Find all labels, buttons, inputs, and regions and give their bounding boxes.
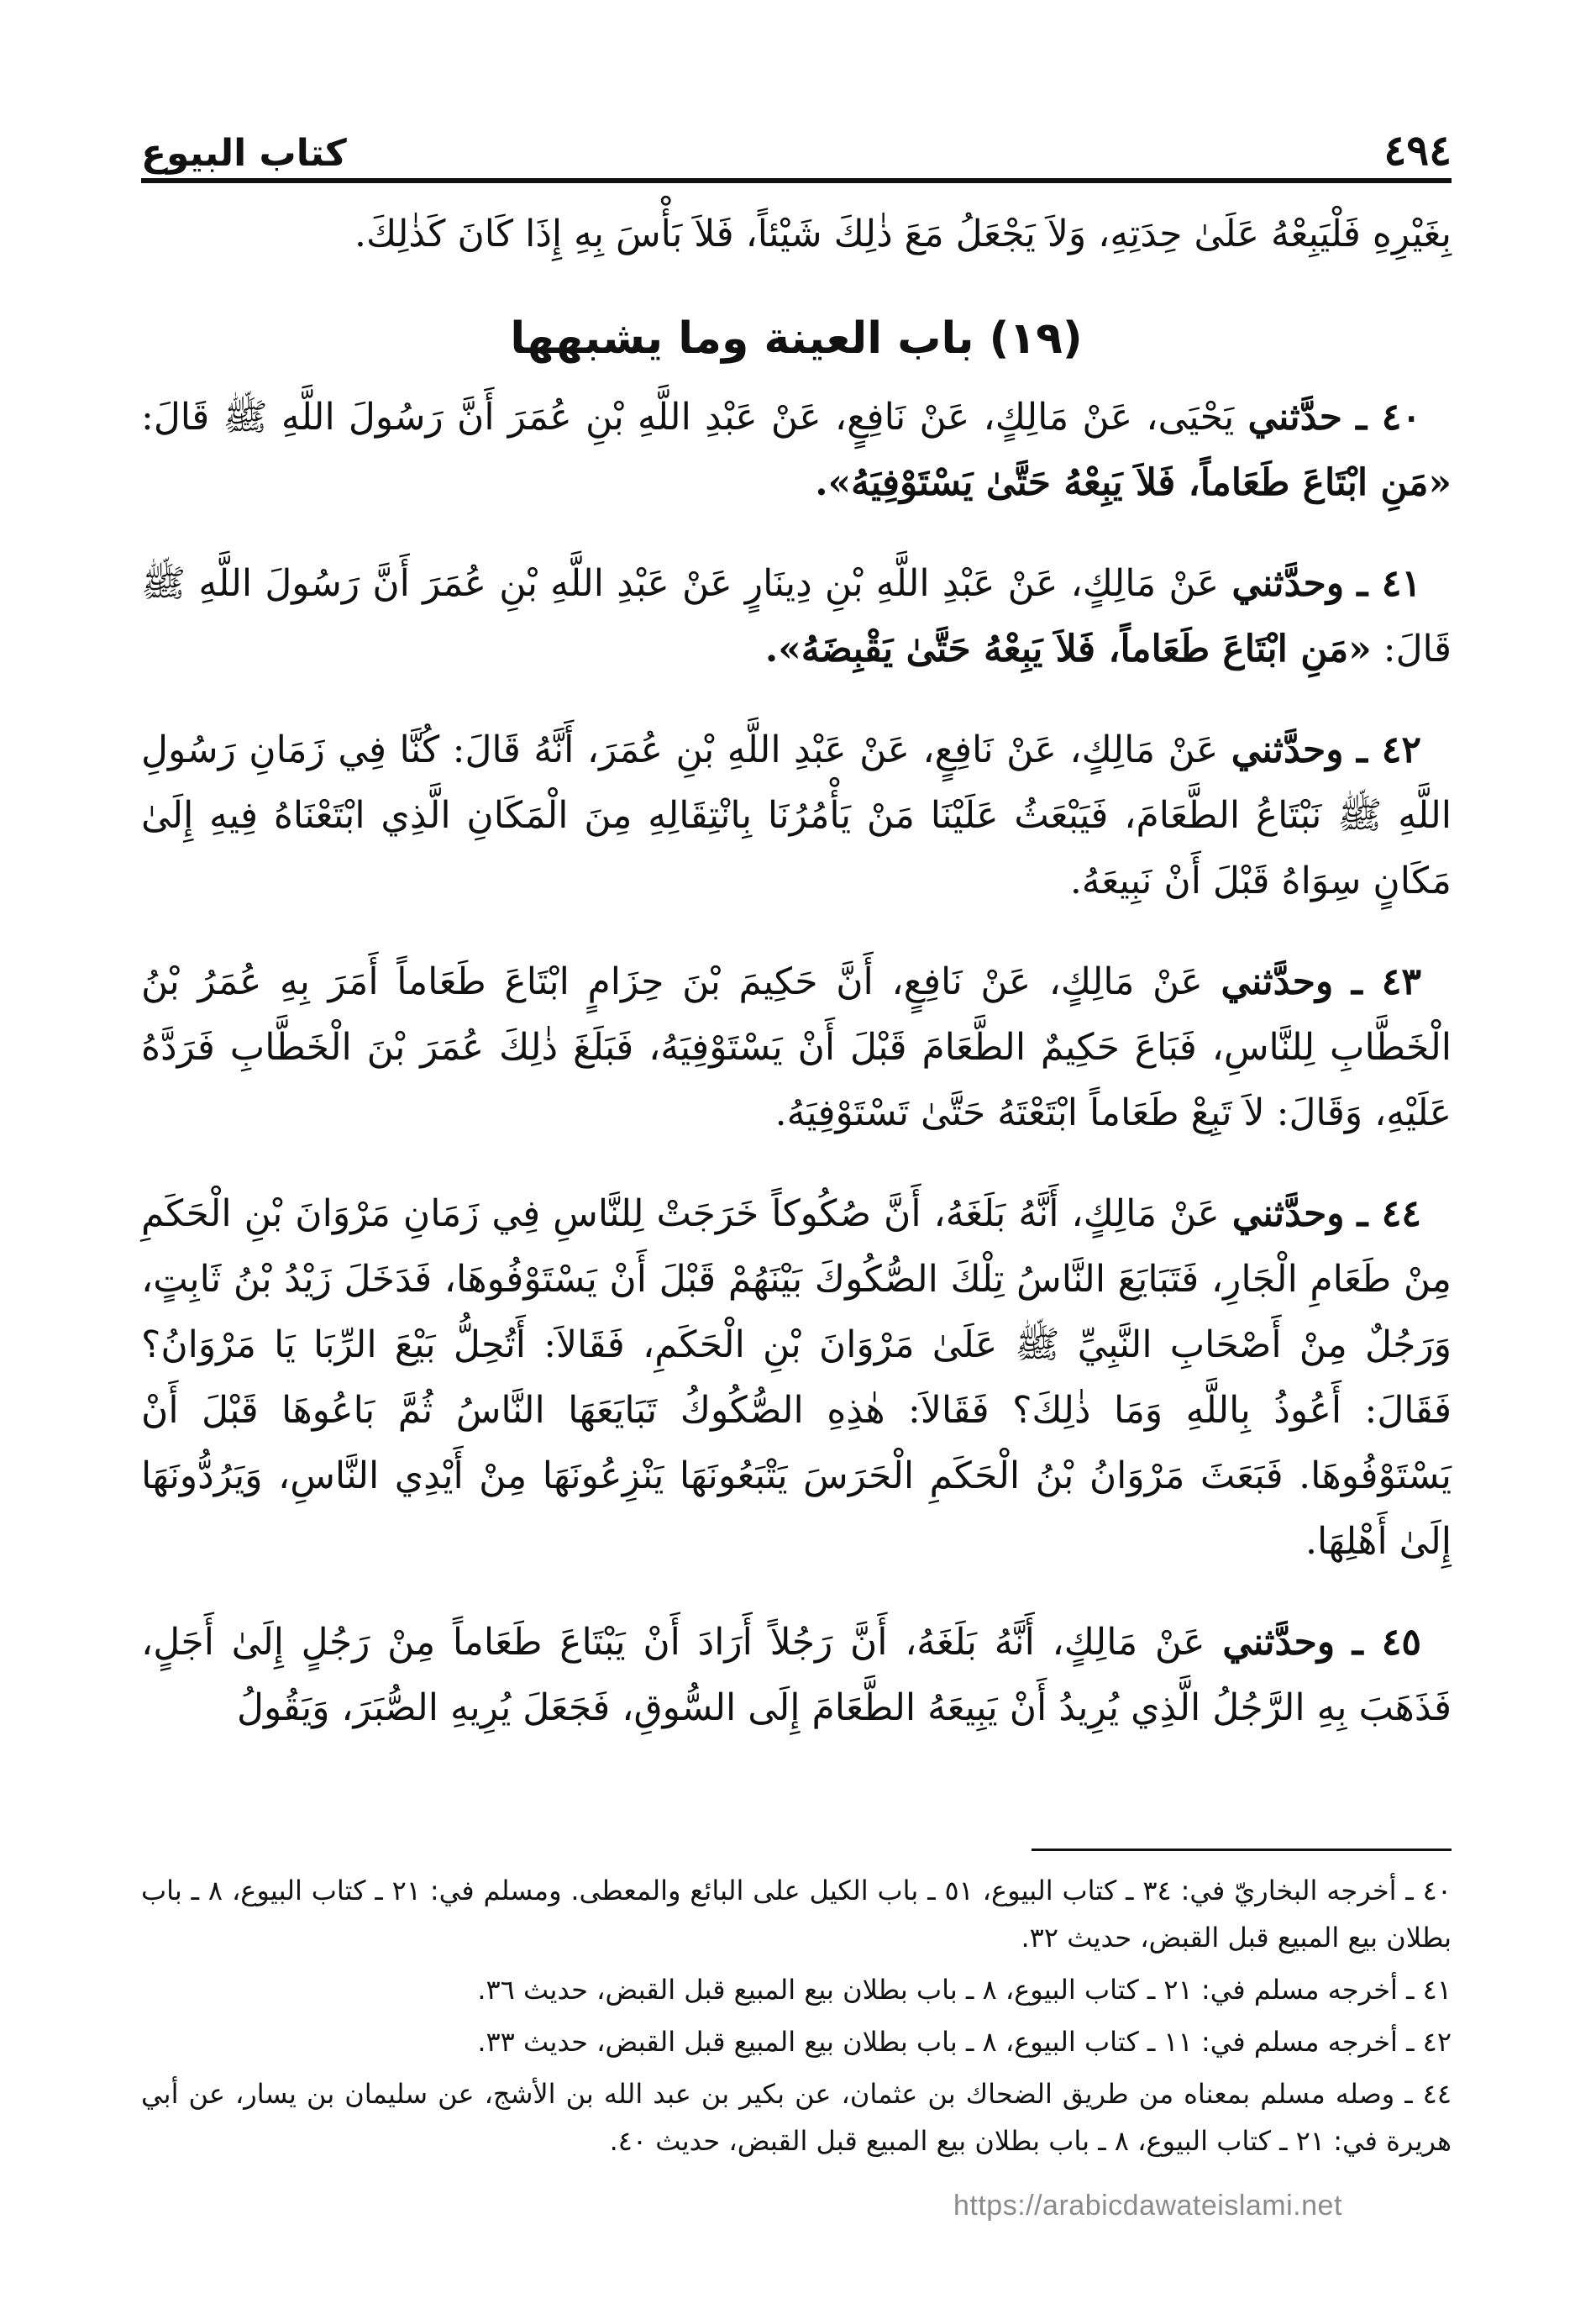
continuation-paragraph: بِغَيْرِهِ فَلْيَبِعْهُ عَلَىٰ حِدَتِهِ، وَلاَ يَجْعَلُ مَعَ ذٰلِكَ شَيْئاً، فَلاَ بَأْسَ بِهِ إِذَا كَانَ كَذٰلِكَ. (354, 213, 1452, 255)
page-number: ٤٩٤ (1383, 125, 1452, 175)
hadith-number: ٤٠ ـ (1356, 396, 1421, 439)
hadith-paragraph (141, 718, 1452, 914)
footnote: ٤٢ ـ أخرجه مسلم في: ١١ ـ كتاب البيوع، ٨ ـ باب بطلان بيع المبيع قبل القبض، حديث ٣٣. (477, 2026, 1452, 2058)
hadith-number: ٤١ ـ (1357, 562, 1421, 605)
hadith-text: عَنْ مَالِكٍ، أَنَّهُ بَلَغَهُ، أَنَّ رَجُلاً أَرَادَ أَنْ يَبْتَاعَ طَعَاماً مِنْ رَجُلٍ إِلَىٰ أَجَلٍ، فَذَهَبَ بِهِ الرَّجُلُ الَّذِي يُرِيدُ أَنْ يَبِيعَهُ الطَّعَامَ إِلَى السُّوقِ، فَجَعَلَ يُرِيهِ الصُّبَرَ، وَيَقُولُ (141, 1621, 1452, 1729)
footnote-rule (1032, 1849, 1452, 1851)
hadith-paragraph (141, 949, 1452, 1146)
running-title: كتاب البيوع (141, 132, 347, 175)
hadith-paragraph (141, 551, 1452, 682)
hadith-paragraph (141, 385, 1452, 516)
footnote: ٤١ ـ أخرجه مسلم في: ٢١ ـ كتاب البيوع، ٨ ـ باب بطلان بيع المبيع قبل القبض، حديث ٣٦. (477, 1974, 1452, 2006)
footnotes (141, 1867, 1452, 2169)
hadith-opener: وحدَّثني (1221, 960, 1334, 1003)
hadith-text: عَنْ مَالِكٍ، أَنَّهُ بَلَغَهُ، أَنَّ صُكُوكاً خَرَجَتْ لِلنَّاسِ فِي زَمَانِ مَرْوَانَ بْنِ الْحَكَمِ مِنْ طَعَامِ الْجَارِ، فَتَبَايَعَ النَّاسُ تِلْكَ الصُّكُوكَ بَيْنَهُمْ قَبْلَ أَنْ يَسْتَوْفُوهَا، فَدَخَلَ زَيْدُ بْنُ ثَابِتٍ، وَرَجُلٌ مِنْ أَصْحَابِ النَّبِيِّ ﷺ عَلَىٰ مَرْوَانَ بْنِ الْحَكَمِ، فَقَالاَ: أَتُحِلُّ بَيْعَ الرِّبَا يَا مَرْوَانُ؟ فَقَالَ: أَعُوذُ بِاللَّهِ وَمَا ذٰلِكَ؟ فَقَالاَ: هٰذِهِ الصُّكُوكُ تَبَايَعَهَا النَّاسُ ثُمَّ بَاعُوهَا قَبْلَ أَنْ يَسْتَوْفُوهَا. فَبَعَثَ مَرْوَانُ بْنُ الْحَكَمِ الْحَرَسَ يَتْبَعُونَهَا يَنْزِعُونَهَا مِنْ أَيْدِي النَّاسِ، وَيَرُدُّونَهَا إِلَىٰ أَهْلِهَا. (141, 1192, 1452, 1563)
hadith-text: عَنْ مَالِكٍ، عَنْ نَافِعٍ، عَنْ عَبْدِ اللَّهِ بْنِ عُمَرَ، أَنَّهُ قَالَ: كُنَّا فِي زَمَانِ رَسُولِ اللَّهِ ﷺ نَبْتَاعُ الطَّعَامَ، فَيَبْعَثُ عَلَيْنَا مَنْ يَأْمُرُنَا بِانْتِقَالِهِ مِنَ الْمَكَانِ الَّذِي ابْتَعْنَاهُ فِيهِ إِلَىٰ مَكَانٍ سِوَاهُ قَبْلَ أَنْ نَبِيعَهُ. (141, 728, 1452, 902)
main-text (141, 202, 1452, 1776)
hadith-number: ٤٣ ـ (1351, 960, 1421, 1003)
page-header (141, 116, 1452, 175)
hadith-text: يَحْيَى، عَنْ مَالِكٍ، عَنْ نَافِعٍ، عَنْ عَبْدِ اللَّهِ بْنِ عُمَرَ أَنَّ رَسُولَ اللَّهِ ﷺ قَالَ: (141, 396, 1235, 439)
footnote: ٤٠ ـ أخرجه البخاريّ في: ٣٤ ـ كتاب البيوع، ٥١ ـ باب الكيل على البائع والمعطى. ومسلم في: ٢١ ـ كتاب البيوع، ٨ ـ باب بطلان بيع المبيع قبل القبض، حديث ٣٢. (141, 1875, 1452, 1954)
hadith-paragraph (141, 1610, 1452, 1741)
watermark: https://arabicdawateislami.net (953, 2190, 1342, 2222)
chapter-heading: (١٩) باب العينة وما يشبهها (510, 313, 1083, 364)
hadith-text: عَنْ مَالِكٍ، عَنْ عَبْدِ اللَّهِ بْنِ دِينَارٍ عَنْ عَبْدِ اللَّهِ بْنِ عُمَرَ أَنَّ رَسُولَ اللَّهِ ﷺ قَالَ: (141, 562, 1452, 671)
hadith-opener: وحدَّثني (1231, 562, 1345, 605)
hadith-quote: «مَنِ ابْتَاعَ طَعَاماً، فَلاَ يَبِعْهُ حَتَّىٰ يَقْبِضَهُ». (764, 628, 1372, 671)
hadith-number: ٤٥ ـ (1352, 1621, 1421, 1664)
hadith-opener: وحدَّثني (1231, 728, 1344, 771)
hadith-number: ٤٢ ـ (1357, 728, 1421, 771)
hadith-number: ٤٤ ـ (1357, 1192, 1421, 1235)
hadith-paragraph (141, 1181, 1452, 1575)
hadith-opener: وحدَّثني (1231, 1192, 1345, 1235)
footnote: ٤٤ ـ وصله مسلم بمعناه من طريق الضحاك بن عثمان، عن بكير بن عبد الله بن الأشج، عن سليمان بن يسار، عن أبي هريرة في: ٢١ ـ كتاب البيوع، ٨ ـ باب بطلان بيع المبيع قبل القبض، حديث ٤٠. (141, 2078, 1452, 2157)
hadith-opener: حدَّثني (1247, 396, 1342, 439)
header-rule (141, 178, 1452, 183)
hadith-quote: «مَنِ ابْتَاعَ طَعَاماً، فَلاَ يَبِعْهُ حَتَّىٰ يَسْتَوْفِيَهُ». (815, 461, 1452, 504)
hadith-opener: وحدَّثني (1222, 1621, 1336, 1664)
hadith-text: عَنْ مَالِكٍ، عَنْ نَافِعٍ، أَنَّ حَكِيمَ بْنَ حِزَامٍ ابْتَاعَ طَعَاماً أَمَرَ بِهِ عُمَرُ بْنُ الْخَطَّابِ لِلنَّاسِ، فَبَاعَ حَكِيمٌ الطَّعَامَ قَبْلَ أَنْ يَسْتَوْفِيَهُ، فَبَلَغَ ذٰلِكَ عُمَرَ بْنَ الْخَطَّابِ فَرَدَّهُ عَلَيْهِ، وَقَالَ: لاَ تَبِعْ طَعَاماً ابْتَعْتَهُ حَتَّىٰ تَسْتَوْفِيَهُ. (141, 960, 1452, 1134)
